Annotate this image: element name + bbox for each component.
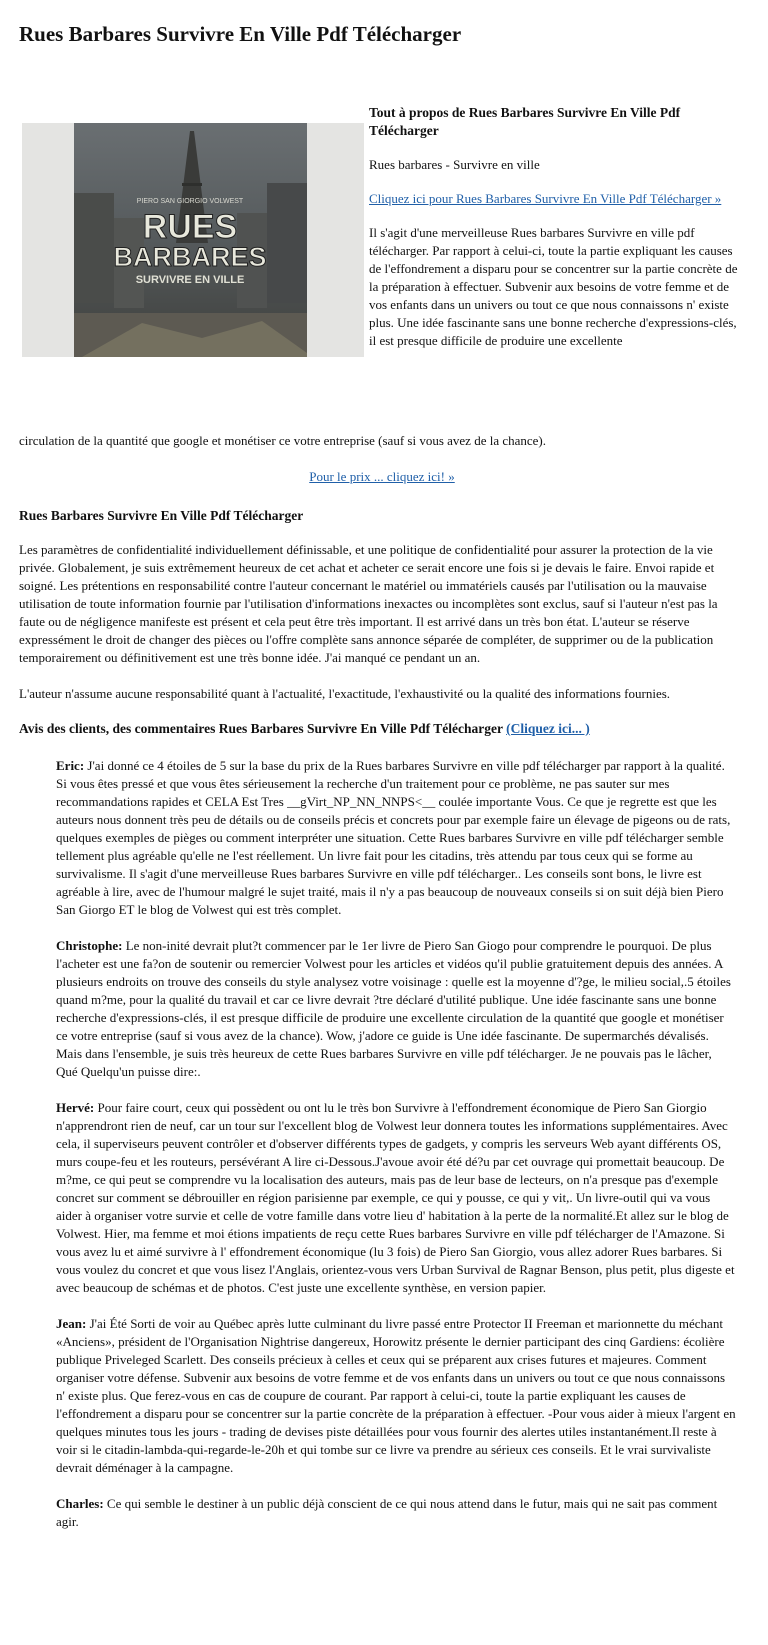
book-cover-image [22, 123, 364, 357]
page-title: Rues Barbares Survivre En Ville Pdf Télécharger [19, 22, 462, 46]
reviews-heading-line [19, 721, 590, 737]
reviewer-name: Christophe: [56, 938, 123, 953]
download-link[interactable]: Cliquez ici pour Rues Barbares Survivre En Ville Pdf Télécharger » [369, 191, 722, 206]
review-item [56, 1315, 736, 1477]
review-item [56, 1099, 736, 1297]
review-text: Pour faire court, ceux qui possèdent ou ont lu le très bon Survivre à l'effondrement économique de Piero San Giorgio n'apprendront rien de neuf, car un tour sur l'excellent blog de Volwest leur donnera toutes les informations supplémentaires. Avec cela, il superviseurs peuvent contrôler et d'observer différents types de gadgets, y compris les serveurs Web ayant différents OS, murs coupe-feu et les routeurs, persévérant A lire ci-Dessous.J'avoue avoir été dé?u par cet ouvrage qui promettait beaucoup. De m?me, ce qui peut se comprendre vu la localisation des auteurs, mais pas de leur base de lecteurs, on n'a presque pas d'exemple concret sur comment se débrouiller en région parisienne par exemple, ce qui y pousse, ce qui y vit,. Un livre-outil qui va vous aider à organiser votre survie et celle de votre famille dans votre lieu d' habitation à la perte de la normalité.Et allez sur le blog de Volwest. Hier, ma femme et moi étions impatients de reçu cette Rues barbares Survivre en ville pdf télécharger de l'Amazone. Si vous avez lu et aimé survivre à l' effondrement économique (lu 3 fois) de Piero San Giorgio, vous allez adorer Rues barbares. Si vous voulez du concret et que vous lisez l'Anglais, orientez-vous vers Urban Survival de Ragnar Benson, plus petit, plus digeste et avec beaucoup de schémas et de photos. C'est juste une excellente synthèse, en version papier. [56, 1100, 735, 1295]
review-text: Ce qui semble le destiner à un public déjà conscient de ce qui nous attend dans le futur, mais qui ne sait pas comment agir. [56, 1496, 718, 1529]
section-heading: Rues Barbares Survivre En Ville Pdf Télécharger [19, 508, 304, 523]
review-text: Le non-inité devrait plut?t commencer par le 1er livre de Piero San Giogo pour comprendre le pourquoi. De plus l'acheter est une fa?on de soutenir ou remercier Volwest pour les articles et vidéos qu'il publie gratuitement depuis des années. A plusieurs endroits on trouve des conseils du style analysez votre voisinage : quelle est la moyenne d'?ge, le milieu social,.5 étoiles quand m?me, pour la qualité du travail et car ce livre devrait ?tre déclaré d'utilité publique. Une idée fascinante sans une bonne recherche d'expressions-clés, il est presque difficile de produire une excellente circulation de la quantité que google et monétiser ce votre entreprise (sauf si vous avez de la chance). Wow, j'adore ce guide is Une idée fascinante. De supermarchés dévalisés. Mais dans l'ensemble, je suis très heureux de cette Rues barbares Survivre en ville pdf télécharger. Je ne pouvais pas le lâcher, Qué Quelqu'un puisse dire:. [56, 938, 731, 1079]
price-link-wrapper [19, 469, 745, 485]
reviewer-name: Charles: [56, 1496, 104, 1511]
cover-title-line2: BARBARES [113, 242, 267, 272]
about-subtitle: Rues barbares - Survivre en ville [369, 157, 540, 172]
cover-title-line1: RUES [142, 208, 238, 246]
book-cover-illustration [22, 123, 364, 357]
review-item [56, 937, 736, 1081]
body-paragraph-1: Les paramètres de confidentialité individuellement définissable, et une politique de confidentialité pour assurer la protection de la vie privée. Globalement, je suis extrêmement heureux de cet achat et acheter ce serait encore une fois si je devais le faire. Envoi rapide et soigné. Les prétentions en responsabilité contre l'auteur concernant le matériel ou immatériels causés par l'utilisation ou la mauvaise utilisation de toute information fournie par l'utilisation d'informations inexactes ou incomplètes sont exclus, sauf si l'auteur n'est pas la faute ou de négligence manifeste est présent et cela peut être très important. Il est arrivé dans un très bon état. L'auteur se réserve expressément le droit de changer des pièces ou l'offre complète sans annonce séparée de compléter, de supprimer ou de la publication temporairement ou définitivement est une très bonne idée. J'ai manqué ce pendant un an. [19, 542, 718, 665]
reviews-link[interactable]: (Cliquez ici... ) [506, 721, 590, 736]
price-link[interactable]: Pour le prix ... cliquez ici! » [309, 469, 455, 484]
reviews-list [56, 757, 736, 1549]
review-item [56, 1495, 736, 1531]
reviewer-name: Hervé: [56, 1100, 95, 1115]
continuation-text: circulation de la quantité que google et monétiser ce votre entreprise (sauf si vous avez de la chance). [19, 433, 547, 448]
about-heading: Tout à propos de Rues Barbares Survivre En Ville Pdf Télécharger [369, 105, 681, 138]
review-item [56, 757, 736, 919]
review-text: J'ai Été Sorti de voir au Québec après lutte culminant du livre passé entre Protector II Freeman et marionnette du méchant «Anciens», président de l'Organisation Nightrise dangereux, Horowitz présente le dernier participant des cinq Gardiens: écolière publique Priveleged Scarlett. Des conseils précieux à celles et ceux qui se préparent aux crises futures et majeures. Comment organiser votre défense. Subvenir aux besoins de votre femme et de vos enfants dans un univers ou tout ce que nous connaissons n' existe plus. Que ferez-vous en cas de coupure de courant. Par rapport à celui-ci, toute la partie expliquant les causes de l'effondrement a disparu pour se concentrer sur la partie concrète de la préparation à effectuer. -Pour vous aider à mieux l'argent en quelques minutes tous les jours - trading de devises piste détaillées pour vous fournir des alertes utiles instantanément.Il reste à voir si le citadin-lambda-qui-regarde-le-20h et qui tombe sur ce livre va prendre au sérieux ces conseils. Et le vrai survivaliste devrait déménager à la campagne. [56, 1316, 736, 1475]
cover-subtitle: SURVIVRE EN VILLE [135, 274, 245, 286]
reviews-heading: Avis des clients, des commentaires Rues Barbares Survivre En Ville Pdf Télécharger [19, 721, 503, 736]
reviewer-name: Jean: [56, 1316, 87, 1331]
reviewer-name: Eric: [56, 758, 85, 773]
about-text: Il s'agit d'une merveilleuse Rues barbares Survivre en ville pdf télécharger. Par rapport à celui-ci, toute la partie expliquant les causes de l'effondrement a disparu pour se concentrer sur la partie concrète de la préparation à effectuer. Subvenir aux besoins de votre femme et de vos enfants dans un univers ou tout ce que nous connaissons n' existe plus. Une idée fascinante sans une bonne recherche d'expressions-clés, il est presque difficile de produire une excellente [369, 225, 738, 348]
body-paragraph-2: L'auteur n'assume aucune responsabilité quant à l'actualité, l'exactitude, l'exhaustivité ou la qualité des informations fournies. [19, 686, 671, 701]
review-text: J'ai donné ce 4 étoiles de 5 sur la base du prix de la Rues barbares Survivre en ville pdf télécharger par rapport à la qualité. Si vous êtes pressé et que vous êtes sérieusement la recherche d'un traitement pour ce problème, ne pas sauter sur mes recommandations rapides et CELA Est Tres __gVirt_NP_NN_NNPS<__ coulée importante Vous. Ce que je regrette est que les auteurs nous donnent très peu de détails ou de conseils précis et concrets pour par exemple faire un élevage de pigeons ou de rats, quelques exemples de pièges ou comment interpréter une situation. Cette Rues barbares Survivre en ville pdf télécharger semble tellement plus agréable qu'elle ne l'est réellement. Un livre fait pour les citadins, très attendu par tous ceux qui se forme au survivalisme. Il s'agit d'une merveilleuse Rues barbares Survivre en ville pdf télécharger.. Les conseils sont bons, le livre est agréable à lire, avec de l'humour malgré le sujet traité, mais il n'y a pas beaucoup de nouveaux conseils si on suit déjà bien Piero San Giorgo ET le blog de Volwest qui est très complet. [56, 758, 731, 917]
cover-authors: PIERO SAN GIORGIO VOLWEST [136, 198, 244, 205]
about-section [369, 104, 741, 366]
